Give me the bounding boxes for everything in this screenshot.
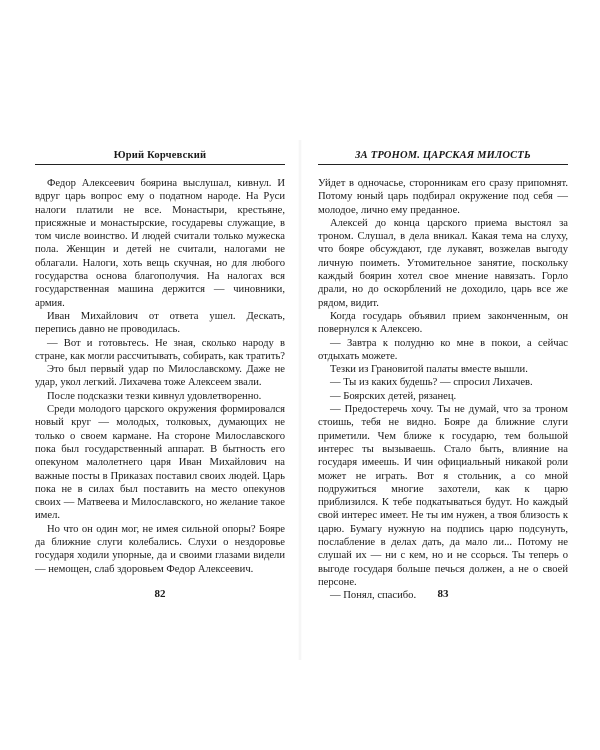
paragraph: Среди молодого царского окружения формировался новый круг — молодых, толковых, думающих не только о своем кармане. На стороне Милославского пока был государственный аппарат. В бытность его опекуном малолетнего царя Иван Михайлович на важные посты в Приказах поставил своих людей. Царь пока не в силах был поставить на место опекунов своих — Матвеева и Милославского, но желание такое имел. [35,404,285,522]
right-page-number: 83 [437,588,449,600]
left-page-number: 82 [154,588,166,600]
left-running-head: Юрий Корчевский [35,150,285,165]
paragraph: После подсказки тезки кивнул удовлетворенно. [47,390,262,402]
paragraph: Когда государь объявил прием законченным, он повернулся к Алексею. [318,310,568,336]
paragraph: — Вот и готовьтесь. Не зная, сколько народу в стране, как могли рассчитывать, собирать, как тратить? [35,337,285,362]
paragraph: Алексей до конца царского приема выстоял за троном. Слушал, в дела вникал. Какая тема на слуху, что бояре обсуждают, где лукавят, возжелав выгоду личную поиметь. Утомительное занятие, поскольку каждый боярин хотел свое мнение навязать. Горло драли, но до оскорблений не доходило, царь все же рядом, видит. [318,217,568,309]
paragraph: — Завтра к полудню ко мне в покои, а сейчас отдыхать можете. [318,337,568,362]
right-page [318,150,568,603]
paragraph: — Понял, спасибо. [330,590,417,602]
paragraph: Это был первый удар по Милославскому. Даже не удар, укол легкий. Лихачева тоже Алексеем звали. [35,364,285,389]
paragraph: Иван Михайлович от ответа ушел. Дескать, перепись давно не проводилась. [35,310,285,336]
gutter-shadow [298,140,302,660]
paragraph-continuation: Уйдет в одночасье, сторонникам его сразу припомнят. Потому юный царь подбирал окружение под себя — молодое, лично ему преданное. [318,178,568,216]
paragraph: Но что он один мог, не имея сильной опоры? Бояре да ближние слуги колебались. Слухи о нездоровье государя ходили упорные, да и своими глазами видели — немощен, слаб здоровьем Федор Алексеевич. [35,523,285,575]
paragraph: — Предостеречь хочу. Ты не думай, что за троном стоишь, тебя не видно. Бояре да ближние слуги приметили. Чем ближе к государю, тем большой интерес ты вызываешь. Стало быть, влияние на государя имеешь. И чин официальный никакой роли может не играть. Вот я стольник, а со мной подружиться многие захотели, как к царю приблизился. К тебе подкатываться будут. Но каждый свой интерес имеет. Не ты им нужен, а твоя близость к царю. Бумагу нужную на подпись царю подсунуть, послабление в делах дать, да мало ли... Потому не слушай их — ни с кем, но и не ссорься. Ты теперь о выгоде государя больше печься должен, а не о своей персоне. [318,404,568,588]
left-text-body [35,177,285,576]
right-text-body [318,177,568,603]
paragraph: Тезки из Грановитой палаты вместе вышли. [330,364,528,376]
paragraph: Федор Алексеевич боярина выслушал, кивнул. И вдруг царь вопрос ему о податном народе. На Руси налоги платили не все. Монастыри, крестьяне, присяжные и монастырские, государевы служащие, в том числе воинство. И людей считали только мужеска пола. Женщин и детей не считали, налогами не облагали. Налоги, хоть вещь скучная, но для любого государства основа благополучия. На налогах вся государственная машина держится — чиновники, армия. [35,178,285,309]
paragraph: — Ты из каких будешь? — спросил Лихачев. [330,377,533,389]
paragraph: — Боярских детей, рязанец. [330,390,457,402]
left-page [35,150,285,576]
right-running-head: ЗА ТРОНОМ. ЦАРСКАЯ МИЛОСТЬ [318,150,568,165]
